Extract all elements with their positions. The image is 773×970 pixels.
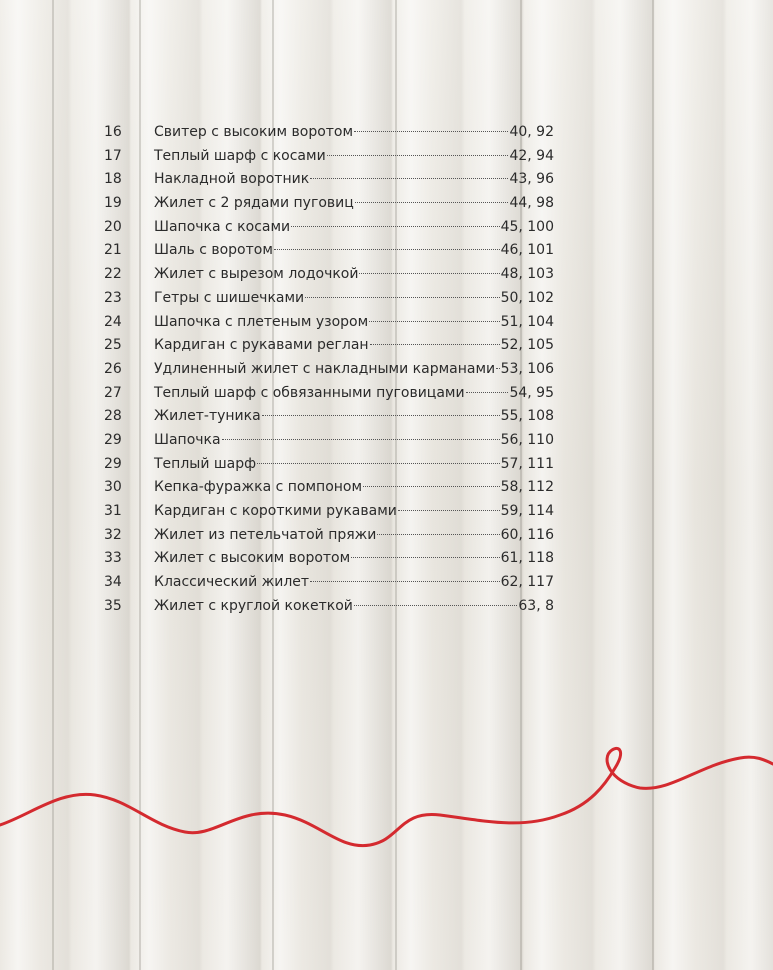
toc-entry xyxy=(154,382,554,406)
toc-pages: 52, 105 xyxy=(500,337,554,354)
toc-title: Жилет с 2 рядами пуговиц xyxy=(154,195,354,212)
toc-row xyxy=(104,453,564,477)
toc-number: 34 xyxy=(104,574,122,591)
toc-entry xyxy=(154,476,554,500)
toc-pages: 61, 118 xyxy=(500,550,554,567)
toc-entry xyxy=(154,168,554,192)
toc-entry xyxy=(154,595,554,619)
toc-row xyxy=(104,239,564,263)
dot-leader xyxy=(305,297,499,298)
toc-number: 19 xyxy=(104,195,122,212)
dot-leader xyxy=(369,321,499,322)
toc-row xyxy=(104,500,564,524)
dot-leader xyxy=(496,368,499,369)
toc-row xyxy=(104,334,564,358)
dot-leader xyxy=(354,131,508,132)
toc-title: Жилет с вырезом лодочкой xyxy=(154,266,359,283)
toc-title: Накладной воротник xyxy=(154,171,310,188)
toc-title: Удлиненный жилет с накладными карманами xyxy=(154,360,496,377)
toc-row xyxy=(104,287,564,311)
toc-pages: 51, 104 xyxy=(500,313,554,330)
toc-title: Шапочка xyxy=(154,431,221,448)
toc-row xyxy=(104,595,564,619)
toc-entry xyxy=(154,311,554,335)
dot-leader xyxy=(222,439,500,440)
toc-row xyxy=(104,429,564,453)
toc-entry xyxy=(154,524,554,548)
toc-row xyxy=(104,547,564,571)
red-thread-decoration xyxy=(0,720,773,880)
dot-leader xyxy=(398,510,500,511)
toc-title: Жилет-туника xyxy=(154,408,261,425)
toc-row xyxy=(104,476,564,500)
toc-title: Шапочка с косами xyxy=(154,218,291,235)
toc-entry xyxy=(154,192,554,216)
dot-leader xyxy=(327,155,509,156)
toc-entry xyxy=(154,263,554,287)
dot-leader xyxy=(466,392,509,393)
dot-leader xyxy=(351,557,499,558)
toc-row xyxy=(104,382,564,406)
toc-number: 31 xyxy=(104,503,122,519)
toc-row xyxy=(104,192,564,216)
toc-entry xyxy=(154,358,554,382)
toc-number: 27 xyxy=(104,384,122,401)
toc-number: 35 xyxy=(104,597,122,614)
dot-leader xyxy=(291,226,499,227)
toc-number: 16 xyxy=(104,124,122,140)
dot-leader xyxy=(257,463,499,464)
toc-entry xyxy=(154,500,554,524)
toc-pages: 42, 94 xyxy=(509,147,554,164)
toc-title: Свитер с высоким воротом xyxy=(154,124,354,140)
toc-title: Шаль с воротом xyxy=(154,242,273,259)
toc-number: 20 xyxy=(104,218,122,235)
toc-number: 25 xyxy=(104,337,122,354)
toc-row xyxy=(104,405,564,429)
toc-title: Теплый шарф с косами xyxy=(154,147,326,164)
dot-leader xyxy=(354,605,517,606)
toc-pages: 53, 106 xyxy=(500,360,554,377)
toc-number: 22 xyxy=(104,266,122,283)
toc-title: Теплый шарф с обвязанными пуговицами xyxy=(154,384,465,401)
toc-entry xyxy=(154,334,554,358)
toc-pages: 54, 95 xyxy=(509,384,554,401)
toc-number: 26 xyxy=(104,360,122,377)
toc-pages: 46, 101 xyxy=(500,242,554,259)
toc-title: Жилет с круглой кокеткой xyxy=(154,597,353,614)
toc-pages: 43, 96 xyxy=(509,171,554,188)
toc-number: 29 xyxy=(104,455,122,472)
toc-row xyxy=(104,571,564,595)
toc-number: 32 xyxy=(104,526,122,543)
dot-leader xyxy=(370,344,500,345)
toc-title: Кардиган с рукавами реглан xyxy=(154,337,369,354)
toc-number: 21 xyxy=(104,242,122,259)
toc-title: Кардиган с короткими рукавами xyxy=(154,503,397,519)
toc-pages: 45, 100 xyxy=(500,218,554,235)
toc-pages: 60, 116 xyxy=(500,526,554,543)
toc-title: Жилет с высоким воротом xyxy=(154,550,351,567)
table-of-contents xyxy=(104,121,564,618)
toc-number: 30 xyxy=(104,479,122,496)
toc-row xyxy=(104,145,564,169)
toc-entry xyxy=(154,287,554,311)
toc-entry xyxy=(154,145,554,169)
toc-row xyxy=(104,216,564,240)
toc-row xyxy=(104,311,564,335)
toc-entry xyxy=(154,453,554,477)
toc-row xyxy=(104,358,564,382)
toc-number: 23 xyxy=(104,289,122,306)
toc-pages: 59, 114 xyxy=(500,503,554,519)
dot-leader xyxy=(355,202,509,203)
toc-number: 33 xyxy=(104,550,122,567)
toc-entry xyxy=(154,571,554,595)
toc-title: Гетры с шишечками xyxy=(154,289,305,306)
toc-number: 18 xyxy=(104,171,122,188)
toc-number: 24 xyxy=(104,313,122,330)
toc-pages: 50, 102 xyxy=(500,289,554,306)
dot-leader xyxy=(359,273,499,274)
toc-row xyxy=(104,524,564,548)
toc-row xyxy=(104,263,564,287)
toc-number: 28 xyxy=(104,408,122,425)
toc-row xyxy=(104,121,564,145)
toc-number: 29 xyxy=(104,431,122,448)
dot-leader xyxy=(310,178,508,179)
toc-pages: 55, 108 xyxy=(500,408,554,425)
toc-entry xyxy=(154,216,554,240)
toc-pages: 58, 112 xyxy=(500,479,554,496)
dot-leader xyxy=(310,581,499,582)
toc-pages: 44, 98 xyxy=(509,195,554,212)
toc-pages: 63, 8 xyxy=(518,597,554,614)
toc-entry xyxy=(154,405,554,429)
toc-title: Классический жилет xyxy=(154,574,310,591)
toc-pages: 57, 111 xyxy=(500,455,554,472)
toc-entry xyxy=(154,121,554,145)
dot-leader xyxy=(274,249,500,250)
toc-entry xyxy=(154,429,554,453)
toc-title: Жилет из петельчатой пряжи xyxy=(154,526,377,543)
toc-title: Кепка-фуражка с помпоном xyxy=(154,479,363,496)
toc-pages: 40, 92 xyxy=(509,124,554,140)
toc-title: Теплый шарф xyxy=(154,455,257,472)
toc-pages: 62, 117 xyxy=(500,574,554,591)
toc-title: Шапочка с плетеным узором xyxy=(154,313,369,330)
toc-pages: 56, 110 xyxy=(500,431,554,448)
dot-leader xyxy=(363,486,500,487)
toc-entry xyxy=(154,547,554,571)
toc-row xyxy=(104,168,564,192)
dot-leader xyxy=(262,415,500,416)
dot-leader xyxy=(377,534,499,535)
toc-number: 17 xyxy=(104,147,122,164)
toc-pages: 48, 103 xyxy=(500,266,554,283)
toc-entry xyxy=(154,239,554,263)
